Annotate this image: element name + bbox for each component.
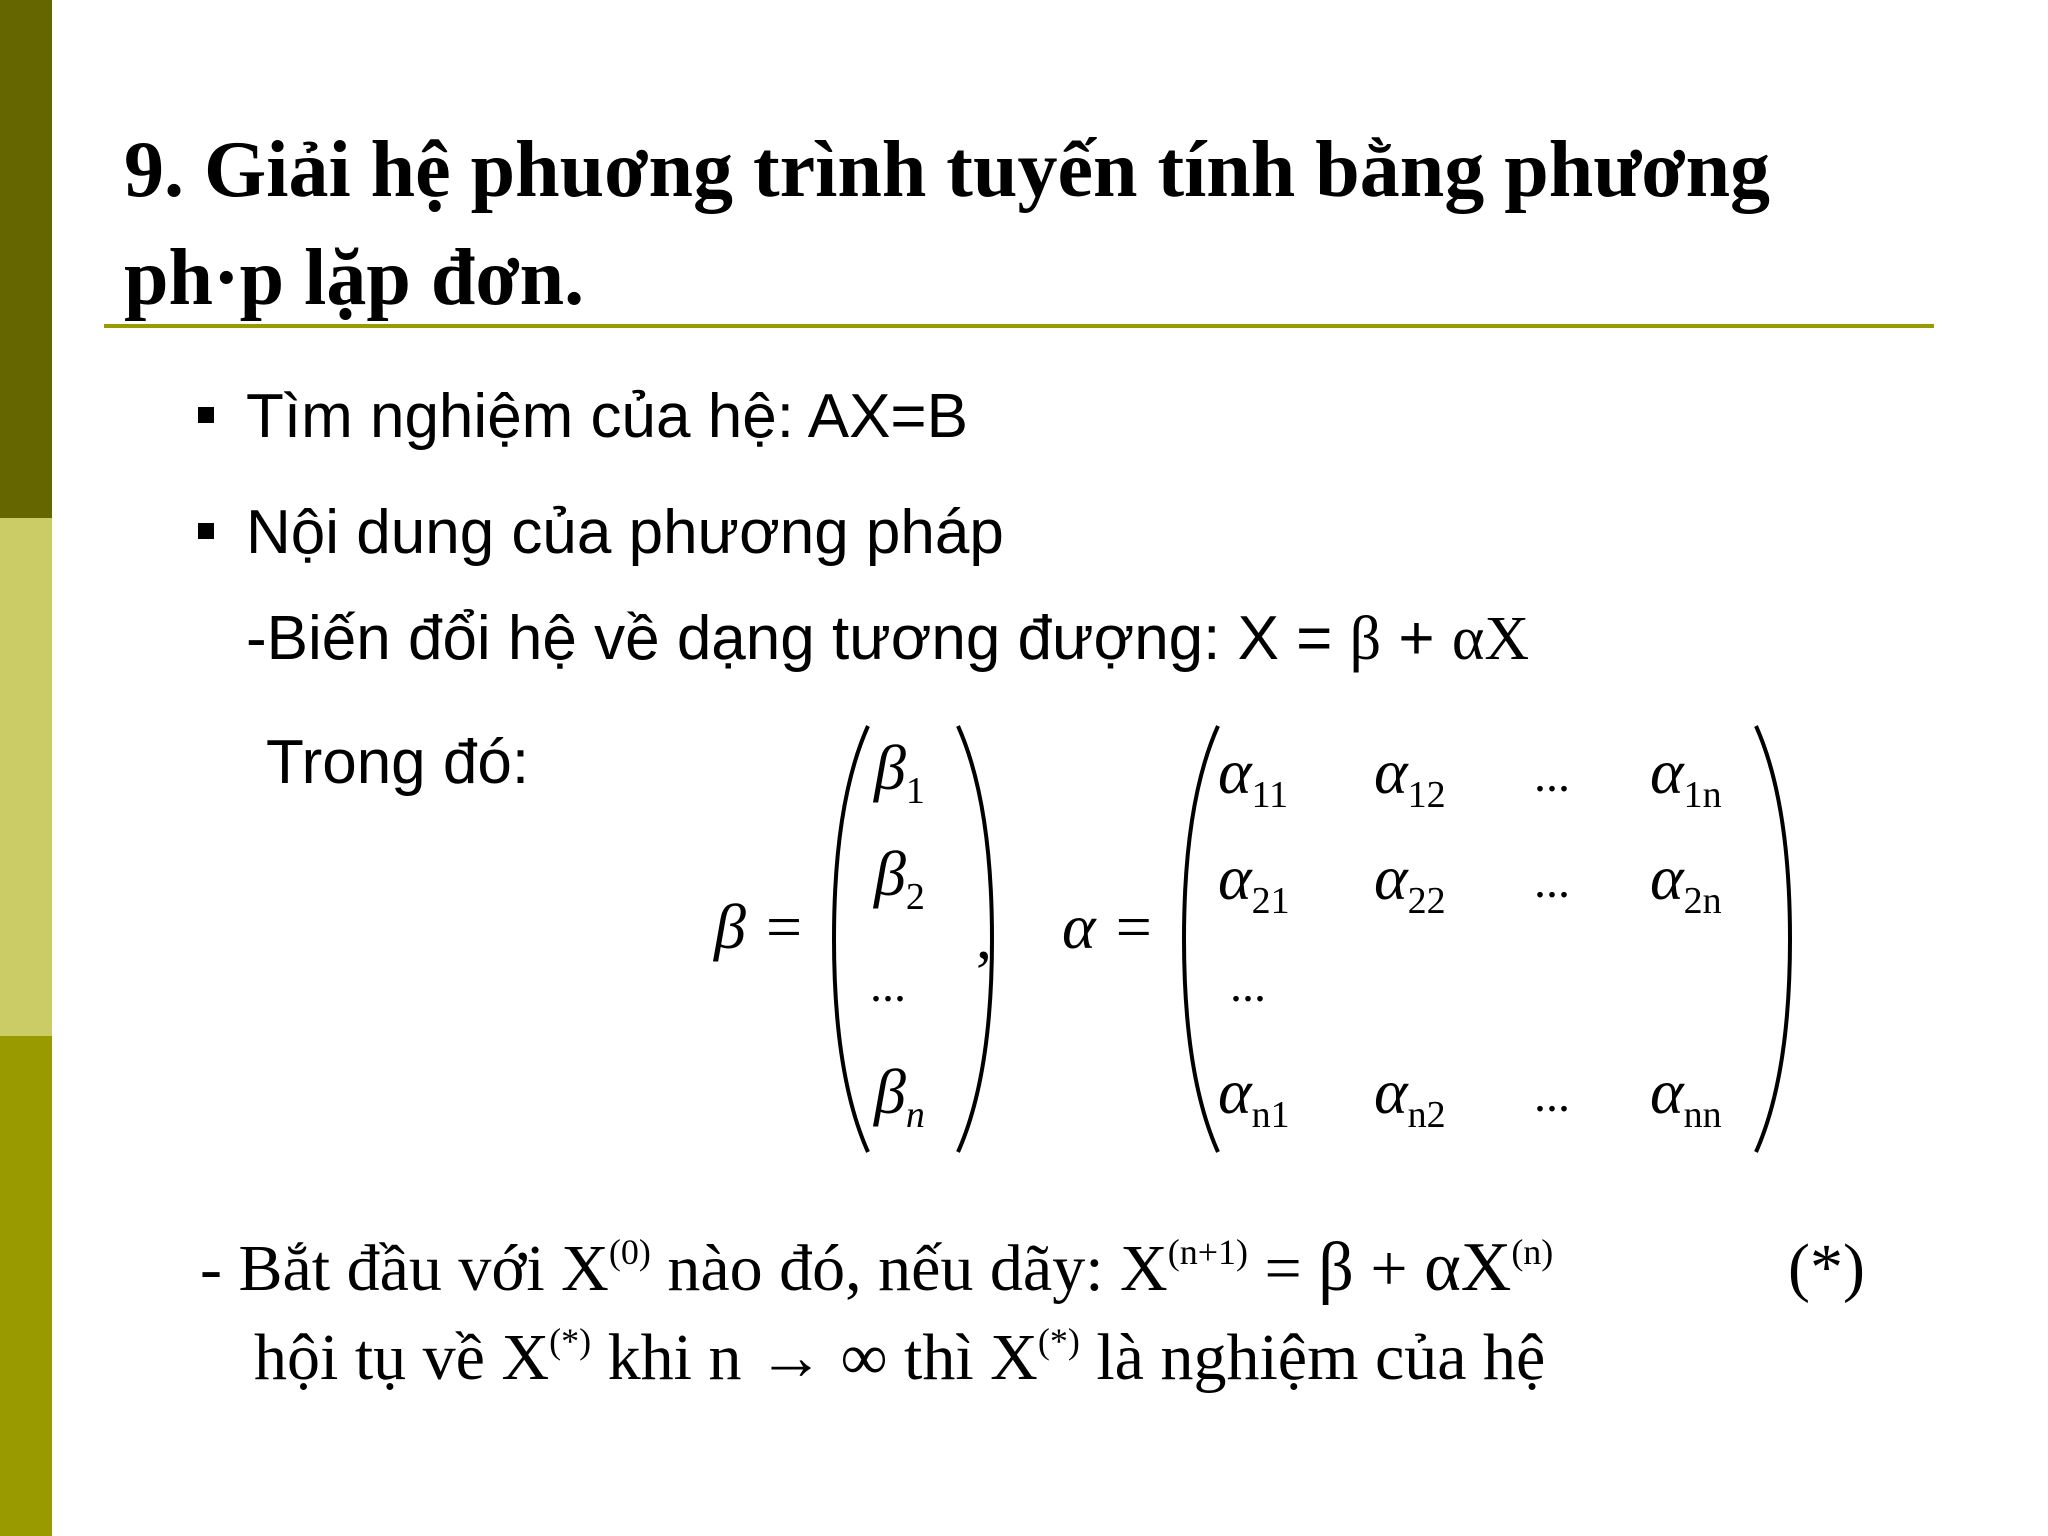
- alpha-cell-n1: [1218, 1056, 1290, 1136]
- beta-symbol: β: [874, 732, 906, 803]
- alpha-subscript: n1: [1251, 1094, 1290, 1136]
- equation-tag: (*): [1788, 1231, 1865, 1304]
- alpha-cell-2n: [1650, 842, 1722, 922]
- beta-symbol: β: [874, 838, 906, 909]
- alpha-cell-21: [1218, 842, 1290, 922]
- alpha-subscript: 22: [1407, 880, 1446, 922]
- beta-entry-ellipsis: ...: [870, 959, 906, 1012]
- slide-title-line1: 9. Giải hệ phuơng trình tuyến tính bằng phương: [124, 126, 1771, 214]
- iteration-eq: =: [1247, 1232, 1319, 1305]
- alpha-cell-11: [1218, 736, 1289, 816]
- transform-line: [246, 603, 1529, 675]
- alpha-symbol: α: [1218, 736, 1252, 807]
- alpha-subscript: 11: [1251, 774, 1289, 816]
- alpha-cell-22: [1374, 842, 1446, 922]
- beta-symbol: β: [874, 1056, 906, 1127]
- bullet-text: Nội dung của phương pháp: [246, 498, 1004, 567]
- transform-alpha: αX: [1451, 605, 1530, 673]
- alpha-subscript: nn: [1683, 1094, 1722, 1136]
- beta-subscript: 2: [905, 876, 925, 918]
- alpha-symbol: α: [1374, 736, 1408, 807]
- converge-suffix: là nghiệm của hệ: [1079, 1321, 1546, 1394]
- transform-plus: +: [1381, 604, 1452, 673]
- slide-title-line2: ph·p lặp đơn.: [124, 234, 585, 322]
- alpha-symbol: α: [1218, 1056, 1252, 1127]
- where-label: Trong đó:: [266, 728, 530, 797]
- bullet-square-icon: [198, 407, 214, 423]
- alpha-symbol: α: [1218, 842, 1252, 913]
- alpha-subscript: 1n: [1683, 774, 1722, 816]
- bullet-square-icon: [198, 523, 214, 539]
- sup-xn: (n): [1511, 1232, 1554, 1272]
- alpha-subscript: 2n: [1683, 880, 1722, 922]
- beta-subscript: n: [905, 1094, 925, 1136]
- beta-subscript: 1: [905, 770, 925, 812]
- converge-mid: khi n → ∞ thì X: [591, 1321, 1038, 1394]
- iteration-prefix: - Bắt đầu với X: [200, 1232, 609, 1305]
- side-bar-top: [0, 0, 52, 518]
- alpha-subscript: n2: [1407, 1094, 1446, 1136]
- iteration-beta: β: [1318, 1229, 1354, 1306]
- side-bar-middle: [0, 518, 52, 1036]
- alpha-cell-12: [1374, 736, 1446, 816]
- iteration-mid: nào đó, nếu dãy: X: [650, 1232, 1168, 1305]
- sup-x0: (0): [608, 1232, 651, 1272]
- alpha-cell-nn: [1650, 1056, 1722, 1136]
- alpha-symbol: α: [1374, 1056, 1408, 1127]
- slide-title: [124, 116, 2004, 332]
- alpha-row3-ellipsis: ...: [1230, 959, 1266, 1012]
- alpha-subscript: 21: [1251, 880, 1290, 922]
- alpha-symbol: α: [1650, 1056, 1684, 1127]
- iteration-alphaX: αX: [1424, 1229, 1512, 1306]
- sup-star-2: (*): [1037, 1321, 1080, 1361]
- alpha-row1-ellipsis: ...: [1534, 749, 1570, 802]
- side-bar-bottom: [0, 1036, 52, 1536]
- beta-lhs: β =: [714, 891, 806, 962]
- beta-left-paren: [828, 722, 878, 1156]
- beta-entry-2: [874, 838, 925, 918]
- alpha-lhs: α =: [1062, 891, 1155, 962]
- alpha-cell-n2: [1374, 1056, 1446, 1136]
- title-underline: [104, 324, 1934, 328]
- sup-xn1: (n+1): [1167, 1232, 1248, 1272]
- alpha-row2-ellipsis: ...: [1534, 855, 1570, 908]
- transform-beta: β: [1349, 605, 1382, 673]
- alpha-subscript: 12: [1407, 774, 1446, 816]
- sup-star-1: (*): [549, 1321, 592, 1361]
- iteration-plus: +: [1353, 1232, 1425, 1305]
- bullet-text: Tìm nghiệm của hệ: AX=B: [246, 382, 968, 451]
- beta-entry-1: [874, 732, 925, 812]
- transform-prefix: -Biến đổi hệ về dạng tương đượng: X =: [246, 604, 1350, 673]
- iteration-line-2: [254, 1318, 1545, 1398]
- converge-prefix: hội tụ về X: [254, 1321, 550, 1394]
- alpha-symbol: α: [1374, 842, 1408, 913]
- alpha-row4-ellipsis: ...: [1534, 1069, 1570, 1122]
- alpha-right-paren: [1746, 722, 1796, 1156]
- alpha-cell-1n: [1650, 736, 1722, 816]
- alpha-symbol: α: [1650, 842, 1684, 913]
- iteration-line-1: [200, 1228, 1553, 1309]
- alpha-symbol: α: [1650, 736, 1684, 807]
- beta-entry-n: [874, 1056, 925, 1136]
- beta-comma: ,: [976, 901, 992, 972]
